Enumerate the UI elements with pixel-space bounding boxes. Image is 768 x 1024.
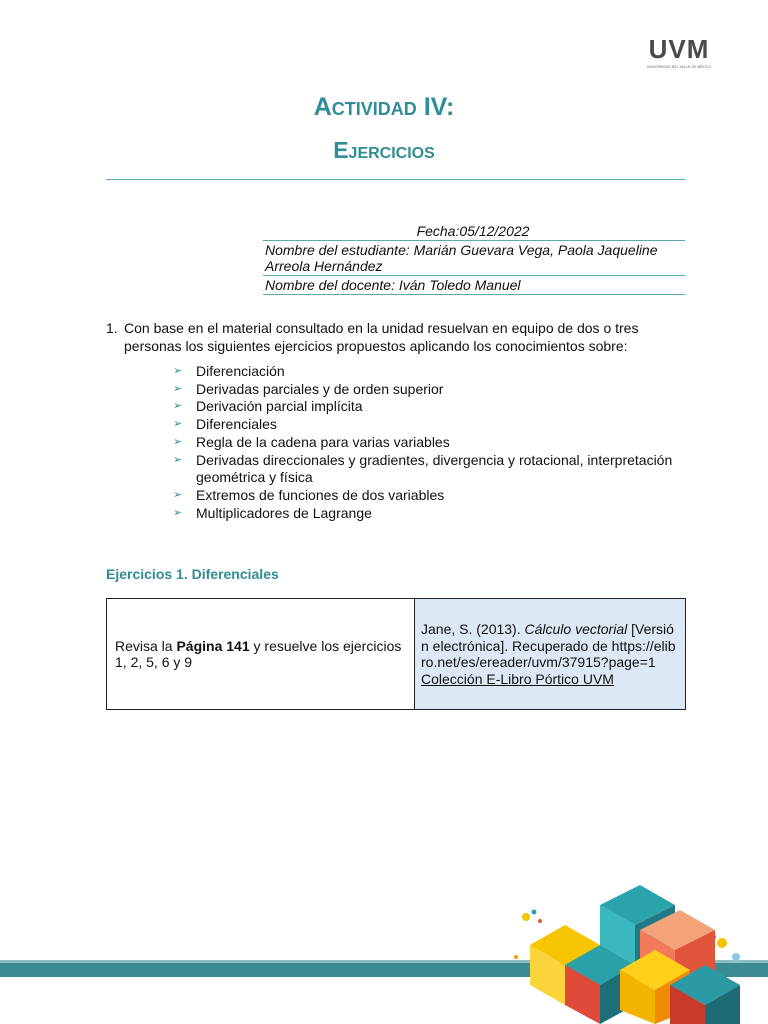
arrow-bullet-icon: ➢ xyxy=(173,453,183,466)
arrow-bullet-icon: ➢ xyxy=(173,488,183,501)
meta-block xyxy=(263,222,685,295)
list-item: ➢ Derivación parcial implícita xyxy=(173,398,363,415)
collection-link[interactable]: Colección E-Libro Pórtico UVM xyxy=(421,670,614,687)
list-item: ➢ Multiplicadores de Lagrange xyxy=(173,504,372,521)
list-item: ➢ Derivadas direccionales y gradientes, divergencia y rotacional, interpretación geométrica y física xyxy=(173,451,673,486)
list-item: ➢ Derivadas parciales y de orden superior xyxy=(173,380,444,397)
student-line-1: Nombre del estudiante: Marián Guevara Vega, Paola Jaqueline xyxy=(265,242,658,258)
question-text: Con base en el material consultado en la unidad resuelvan en equipo de dos o tres personas los siguientes ejercicios propuestos aplicando los conocimientos sobre: xyxy=(124,320,639,354)
uvm-logo xyxy=(640,36,718,69)
question-1 xyxy=(106,319,666,355)
list-item: ➢ Regla de la cadena para varias variables xyxy=(173,433,450,450)
question-number: 1. xyxy=(106,320,118,336)
arrow-bullet-icon: ➢ xyxy=(173,506,183,519)
reference-cell: Jane, S. (2013). Cálculo vectorial [Versión electrónica]. Recuperado de https://elibro.net/es/ereader/uvm/37915?page=1 Colección E-Libro Pórtico UVM xyxy=(415,599,686,710)
student-field xyxy=(263,241,685,276)
logo-subtitle: UNIVERSIDAD DEL VALLE DE MÉXICO xyxy=(646,65,712,69)
arrow-bullet-icon: ➢ xyxy=(173,435,183,448)
student-line-2: Arreola Hernández xyxy=(265,258,383,274)
instruction-cell: Revisa la Página 141 y resuelve los ejercicios 1, 2, 5, 6 y 9 xyxy=(107,599,415,710)
arrow-bullet-icon: ➢ xyxy=(173,382,183,395)
arrow-bullet-icon: ➢ xyxy=(173,400,183,413)
topic-list xyxy=(173,363,673,522)
list-item: ➢ Extremos de funciones de dos variables xyxy=(173,486,445,503)
title-divider xyxy=(106,179,685,180)
page-reference: Página 141 xyxy=(176,637,250,654)
exercise-table xyxy=(106,598,686,710)
table-row xyxy=(107,599,686,710)
teacher-field: Nombre del docente: Iván Toledo Manuel xyxy=(263,276,685,295)
book-title: Cálculo vectorial xyxy=(524,621,628,637)
list-item: ➢ Diferenciación xyxy=(173,363,285,379)
page-subtitle: Ejercicios xyxy=(333,137,435,163)
arrow-bullet-icon: ➢ xyxy=(173,418,183,431)
logo-text: UVM xyxy=(648,34,710,64)
section-title: Ejercicios 1. Diferenciales xyxy=(106,566,279,582)
arrow-bullet-icon: ➢ xyxy=(173,365,183,377)
decorative-cubes-graphic xyxy=(500,875,768,1024)
list-item: ➢ Diferenciales xyxy=(173,416,277,433)
date-field: Fecha:05/12/2022 xyxy=(263,222,685,241)
page-title: Actividad IV: xyxy=(313,93,455,121)
